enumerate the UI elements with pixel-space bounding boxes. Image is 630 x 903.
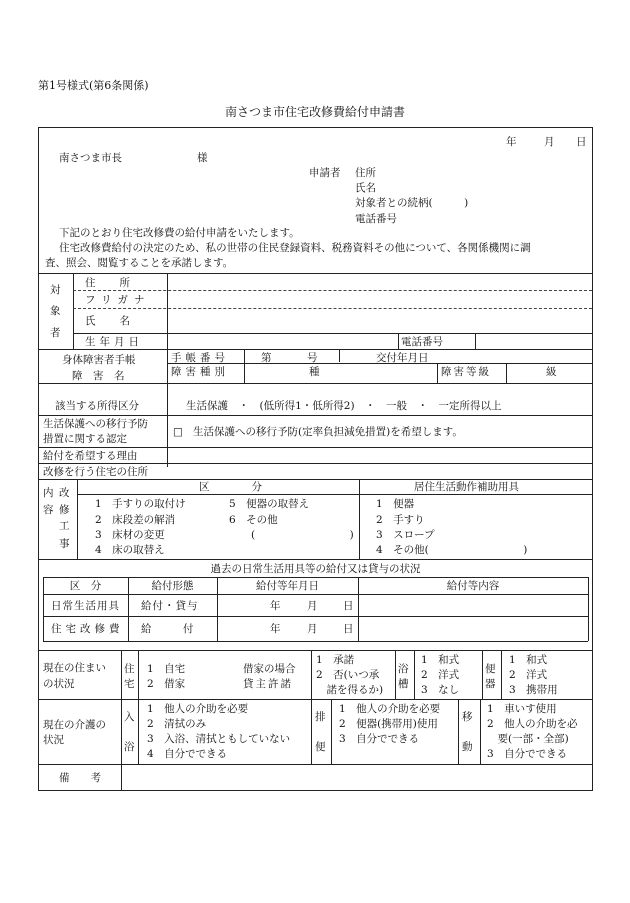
living-label-2: の状況: [43, 678, 75, 690]
work-item-2: 2 床段差の解消: [95, 514, 176, 526]
living-toilet-opt-1: 1 和式: [509, 654, 548, 666]
subject-label-2: 象: [50, 305, 61, 317]
equipment-title: 居住生活動作補助用具: [414, 481, 519, 493]
applicant-name-label: 氏名: [355, 182, 376, 194]
history-row2-day: 日: [343, 623, 354, 635]
history-title: 過去の日常生活用具等の給付又は貸与の状況: [210, 563, 421, 575]
disability-label-2: 障 害 名: [72, 370, 125, 382]
disability-grade-kyu: 級: [546, 366, 557, 378]
honorific: 様: [197, 152, 208, 164]
care-move-label-1: 移: [462, 711, 473, 723]
living-toilet-opt-3: 3 携帯用: [509, 684, 558, 696]
issue-date-label: 交付年月日: [376, 352, 429, 364]
history-row2-year: 年: [270, 623, 281, 635]
care-bath-label-1: 入: [124, 711, 135, 723]
care-excrete-label-1: 排: [315, 711, 326, 723]
care-excrete-label-2: 便: [315, 741, 326, 753]
history-row2-label: 住宅改修費: [51, 623, 124, 635]
history-row2-month: 月: [307, 623, 318, 635]
equipment-item-4: 4 その他( ): [376, 544, 528, 556]
house-address-label: 改修を行う住宅の住所: [43, 466, 148, 478]
subject-phone-label: 電話番号: [401, 336, 443, 348]
relation-label: 対象者との続柄( ): [355, 197, 469, 209]
work-item-3: 3 床材の変更: [95, 529, 165, 541]
reason-label: 給付を希望する理由: [43, 450, 138, 462]
transition-label-2: 措置に関する認定: [43, 433, 127, 445]
applicant-label: 申請者: [309, 167, 341, 179]
document-title: 南さつま市住宅改修費給付申請書: [224, 105, 405, 119]
living-house-label-1: 住: [124, 663, 135, 675]
history-row2-form: 給 付: [141, 623, 194, 635]
living-toilet-opt-2: 2 洋式: [509, 669, 548, 681]
history-header-content: 給付等内容: [446, 580, 500, 592]
applicant-address-label: 住所: [355, 167, 376, 179]
date-year: 年: [506, 136, 517, 148]
transition-checkbox[interactable]: □: [173, 426, 183, 438]
date-month: 月: [544, 136, 555, 148]
disability-grade-label: 障害等級: [441, 366, 491, 378]
work-label-b3: 工: [59, 520, 70, 532]
work-other-paren: ( ): [251, 529, 354, 541]
subject-address-label: 住 所: [85, 277, 131, 289]
living-house-opt-1: 1 自宅: [147, 663, 186, 675]
form-code: 第1号様式(第6条関係): [38, 79, 149, 92]
equipment-item-3: 3 スロープ: [376, 529, 435, 541]
care-move-opt-1: 1 車いす使用: [487, 703, 557, 715]
equipment-item-2: 2 手すり: [376, 514, 425, 526]
living-consent-opt-1: 1 承諾: [316, 654, 355, 666]
history-header-date: 給付等年月日: [256, 580, 319, 592]
transition-label-1: 生活保護への移行予防: [43, 418, 148, 430]
care-excrete-opt-2: 2 便器(携帯用)使用: [339, 718, 438, 730]
statement-line-2: 住宅改修費給付の決定のため、私の世帯の住民登録資料、税務資料その他について、各関係機関に調: [59, 242, 531, 254]
statement-line-1: 下記のとおり住宅改修費の給付申請をいたします。: [59, 227, 300, 239]
history-row1-year: 年: [270, 600, 281, 612]
income-label: 該当する所得区分: [55, 400, 139, 412]
history-header-form: 給付形態: [151, 580, 194, 592]
care-bath-opt-1: 1 他人の介助を必要: [147, 703, 249, 715]
transition-text: 生活保護への移行予防(定率負担減免措置)を希望します。: [193, 426, 463, 438]
living-bath-opt-2: 2 洋式: [421, 669, 460, 681]
history-row1-form: 給付・貸与: [141, 600, 199, 612]
history-row1-month: 月: [307, 600, 318, 612]
care-bath-opt-2: 2 清拭のみ: [147, 718, 207, 730]
form-table: [38, 127, 593, 791]
care-bath-opt-3: 3 入浴、清拭ともしていない: [147, 733, 291, 745]
living-bath-opt-1: 1 和式: [421, 654, 460, 666]
remarks-label: 備 考: [59, 772, 101, 784]
disability-type-label: 障害種別: [171, 366, 229, 378]
subject-furigana-label: フリガナ: [85, 294, 151, 306]
living-rent-label-2: 貸主許諾: [243, 678, 293, 690]
history-row1-day: 日: [343, 600, 354, 612]
care-move-label-2: 動: [462, 741, 473, 753]
living-bath-label-1: 浴: [398, 663, 409, 675]
subject-label-3: 者: [50, 327, 61, 339]
living-label-1: 現在の住まい: [43, 662, 106, 674]
care-move-opt-3: 要(一部・全部): [487, 733, 569, 745]
subject-label-1: 対: [50, 284, 61, 296]
subject-birthdate-label: 生年月日: [85, 336, 143, 348]
living-toilet-label-2: 器: [485, 678, 496, 690]
subject-name-label: 氏 名: [85, 315, 131, 327]
statement-line-3: 査、照会、閲覧することを承諾します。: [45, 257, 234, 269]
care-excrete-opt-1: 1 他人の介助を必要: [339, 703, 441, 715]
living-bath-opt-3: 3 なし: [421, 684, 460, 696]
care-excrete-opt-3: 3 自分でできる: [339, 733, 420, 745]
history-row1-label: 日常生活用具: [51, 600, 120, 612]
disability-type-shu: 種: [309, 366, 320, 378]
date-day: 日: [576, 136, 587, 148]
work-item-6: 6 その他: [229, 514, 278, 526]
disability-label-1: 身体障害者手帳: [62, 354, 136, 366]
living-toilet-label-1: 便: [485, 663, 496, 675]
history-header-kubun: 区 分: [69, 580, 102, 592]
living-bath-label-2: 槽: [398, 678, 409, 690]
work-label-a2: 容: [43, 504, 54, 516]
care-bath-label-2: 浴: [124, 741, 135, 753]
living-consent-opt-2: 2 否(いつ承: [316, 669, 380, 681]
living-house-opt-2: 2 借家: [147, 678, 186, 690]
care-bath-opt-4: 4 自分でできる: [147, 748, 228, 760]
care-move-opt-4: 3 自分でできる: [487, 748, 568, 760]
living-consent-opt-3: 諾を得るか): [316, 684, 384, 696]
care-label-1: 現在の介護の: [43, 719, 106, 731]
care-move-opt-2: 2 他人の介助を必: [487, 718, 578, 730]
income-options: 生活保護 ・ (低所得1・低所得2) ・ 一般 ・ 一定所得以上: [186, 400, 502, 412]
work-item-1: 1 手すりの取付け: [95, 498, 186, 510]
work-label-b1: 改: [59, 487, 70, 499]
applicant-phone-label: 電話番号: [355, 213, 397, 225]
care-label-2: 状況: [43, 734, 64, 746]
equipment-item-1: 1 便器: [376, 498, 415, 510]
work-kubun-header: 区 分: [199, 481, 262, 493]
work-item-4: 4 床の取替え: [95, 544, 165, 556]
work-label-b4: 事: [59, 538, 70, 550]
notebook-no-label: 手帳番号: [171, 352, 229, 364]
work-item-5: 5 便器の取替え: [229, 498, 310, 510]
notebook-dai: 第: [261, 352, 272, 364]
work-label-a1: 内: [43, 487, 54, 499]
addressee: 南さつま市長: [59, 152, 122, 164]
living-rent-label-1: 借家の場合: [243, 663, 296, 675]
notebook-gou: 号: [307, 352, 318, 364]
work-label-b2: 修: [59, 504, 70, 516]
living-house-label-2: 宅: [124, 678, 135, 690]
